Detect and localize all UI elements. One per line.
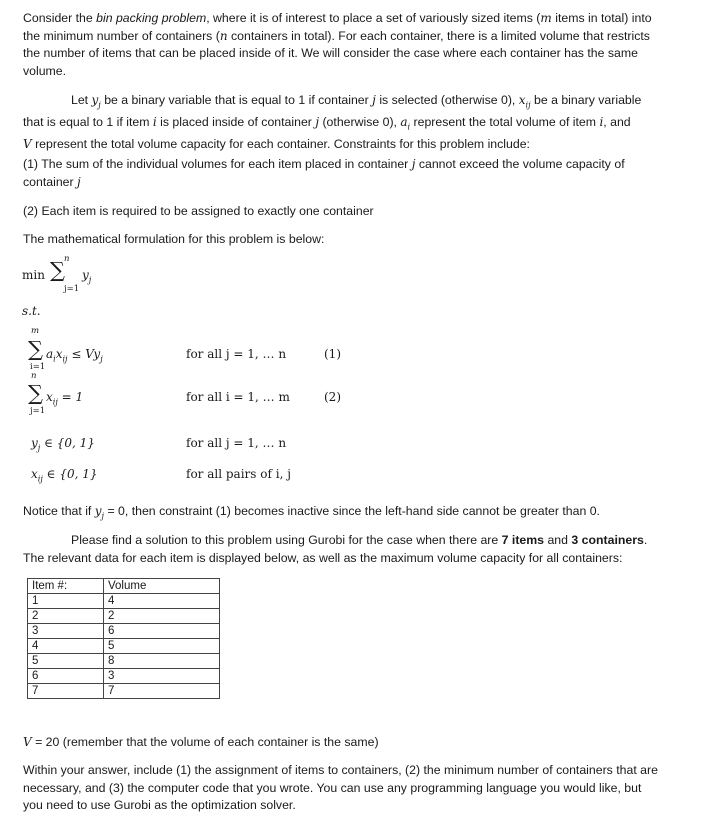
c2-expression: $x_{ij} = 1$ <box>46 390 84 407</box>
items-count: 7 items <box>501 533 545 547</box>
item-volume-table <box>27 578 220 699</box>
objective-upper-limit: n <box>64 254 70 264</box>
volume-header: Volume <box>104 579 220 594</box>
variables-paragraph: Let $y_j$ be a binary variable that is equal to 1 if container j is selected (otherwise 0), $x_{ij}$ be a binary variable that is equal to 1 if item i is placed inside of container j (otherwise 0), $a_i$ represent the total volume of item i, and V represent the total volume capacity for each container. Constraints for this problem include: <box>23 93 642 152</box>
c3-condition: for all j = 1, … n <box>186 436 287 450</box>
c1-sum-symbol: ∑ <box>28 337 43 361</box>
table-row: 2 2 <box>28 609 220 624</box>
objective-lower-limit: j=1 <box>64 284 80 294</box>
c2-lower-limit: j=1 <box>30 406 46 416</box>
capacity-line: V = 20 (remember that the volume of each container is the same) <box>23 735 379 749</box>
c2-upper-limit: n <box>31 371 37 381</box>
table-row: 5 8 <box>28 654 220 669</box>
c4-condition: for all pairs of i, j <box>186 467 291 481</box>
intro-paragraph: Consider the bin packing problem, where it is of interest to place a set of variously sized items (m items in total) into the minimum number of containers (n containers in total). For each container, there is a limited volume that restricts the number of items that can be placed inside of it. We will consider the case where each container has the same volume. <box>23 11 652 79</box>
table-row: 6 3 <box>28 669 220 684</box>
table-row: 3 6 <box>28 624 220 639</box>
containers-count: 3 containers <box>571 533 644 547</box>
c4-expression: $x_{ij}$ ∈ {0, 1} <box>31 467 98 484</box>
problem-name: bin packing problem <box>96 11 207 25</box>
c1-equation-number: (1) <box>324 347 341 361</box>
c1-expression: $a_ix_{ij} \le Vy_j$ <box>46 347 103 364</box>
table-header-row <box>28 579 220 594</box>
c3-expression: $y_j$ ∈ {0, 1} <box>31 436 95 453</box>
notice-paragraph: Notice that if $y_j = 0$, then constraint (1) becomes inactive since the left-hand side cannot be greater than 0. <box>23 504 600 521</box>
c2-condition: for all i = 1, … m <box>186 390 290 404</box>
constraint-1-description: (1) The sum of the individual volumes for each item placed in container j cannot exceed the volume capacity of container j <box>23 157 625 189</box>
table-row: 7 7 <box>28 684 220 699</box>
c2-equation-number: (2) <box>324 390 341 404</box>
table-row: 4 5 <box>28 639 220 654</box>
c2-sum-symbol: ∑ <box>28 381 43 405</box>
objective-sum-symbol: ∑ <box>50 258 65 282</box>
objective-variable: $y_j$ <box>82 268 92 285</box>
item-header: Item #: <box>28 579 104 594</box>
min-operator: min <box>22 268 45 282</box>
c1-upper-limit: m <box>31 326 40 336</box>
subject-to-label: s.t. <box>22 304 41 318</box>
c1-lower-limit: i=1 <box>30 362 46 372</box>
task-paragraph: Please find a solution to this problem using Gurobi for the case when there are 7 items and 3 containers. The relevant data for each item is displayed below, as well as the maximum volume capacity for all containers: <box>23 533 648 565</box>
c1-condition: for all j = 1, … n <box>186 347 287 361</box>
formulation-intro: The mathematical formulation for this problem is below: <box>23 232 325 246</box>
constraint-2-description: (2) Each item is required to be assigned to exactly one container <box>23 204 374 218</box>
table-row: 1 4 <box>28 594 220 609</box>
closing-paragraph: Within your answer, include (1) the assignment of items to containers, (2) the minimum number of containers that are necessary, and (3) the computer code that you wrote. You can use any programming language you would like, but you need to use Gurobi as the optimization solver. <box>23 763 658 813</box>
